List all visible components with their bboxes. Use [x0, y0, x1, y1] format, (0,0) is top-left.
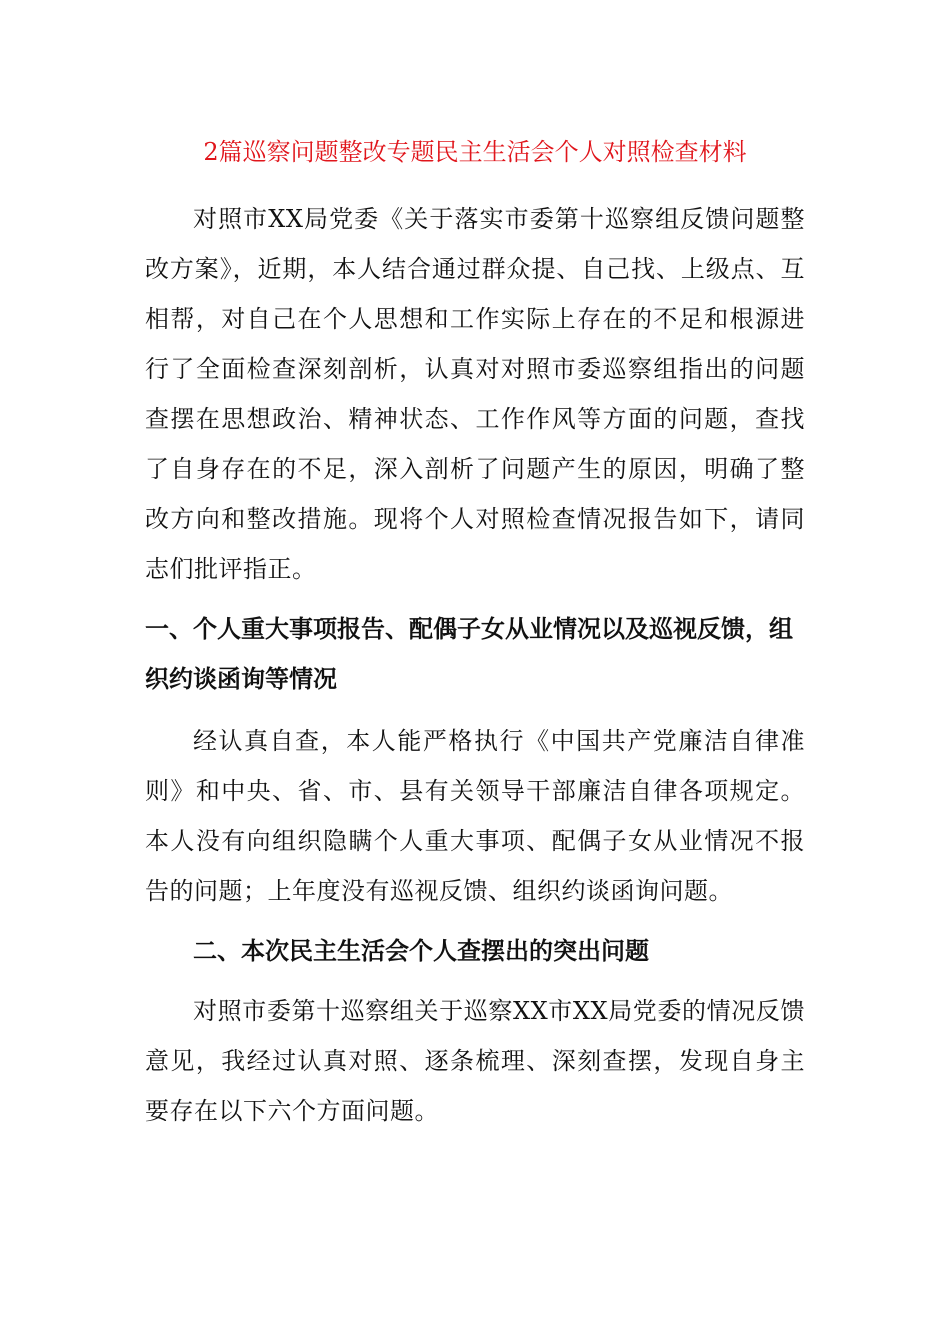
document-body — [145, 130, 805, 1136]
section-2-heading: 二、本次民主生活会个人查摆出的突出问题 — [193, 936, 649, 965]
section-1-paragraph: 经认真自查，本人能严格执行《中国共产党廉洁自律准则》和中央、省、市、县有关领导干部廉洁自律各项规定。本人没有向组织隐瞒个人重大事项、配偶子女从业情况不报告的问题；上年度没有巡视反馈、组织约谈函询问题。 — [145, 727, 805, 905]
section-2-paragraph: 对照市委第十巡察组关于巡察XX市XX局党委的情况反馈意见，我经过认真对照、逐条梳理、深刻查摆，发现自身主要存在以下六个方面问题。 — [145, 997, 805, 1125]
document-title: 2篇巡察问题整改专题民主生活会个人对照检查材料 — [203, 138, 747, 166]
section-1-heading: 一、个人重大事项报告、配偶子女从业情况以及巡视反馈，组织约谈函询等情况 — [145, 614, 793, 693]
intro-paragraph: 对照市XX局党委《关于落实市委第十巡察组反馈问题整改方案》，近期，本人结合通过群众提、自己找、上级点、互相帮，对自己在个人思想和工作实际上存在的不足和根源进行了全面检查深刻剖析，认真对对照市委巡察组指出的问题查摆在思想政治、精神状态、工作作风等方面的问题，查找了自身存在的不足，深入剖析了问题产生的原因，明确了整改方向和整改措施。现将个人对照检查情况报告如下，请同志们批评指正。 — [145, 205, 805, 583]
